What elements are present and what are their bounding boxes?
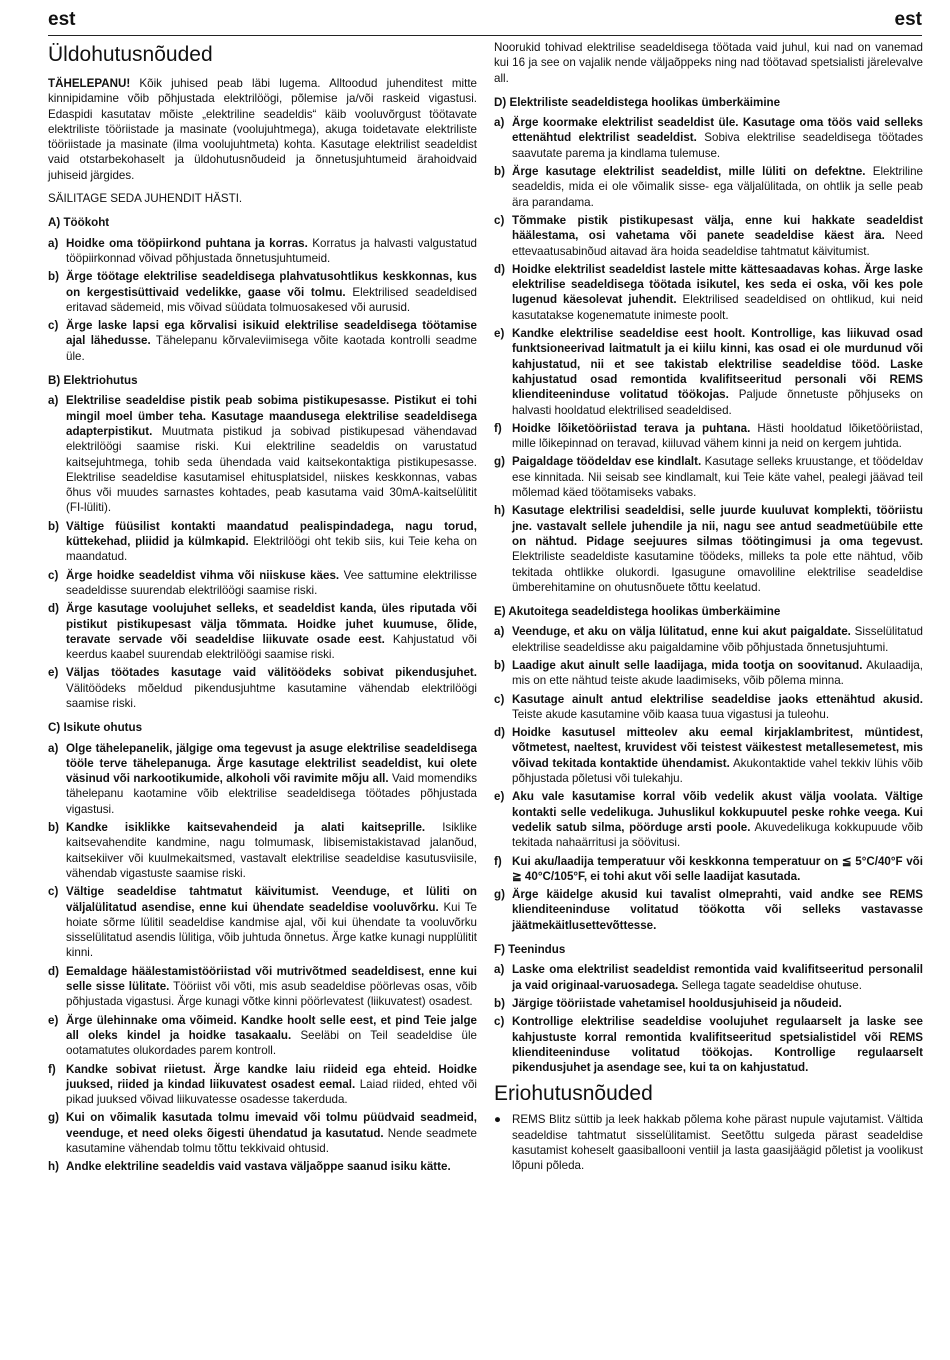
list-item bbox=[48, 393, 477, 515]
item-body bbox=[512, 692, 923, 723]
item-body bbox=[66, 1013, 477, 1059]
section-heading: C) Isikute ohutus bbox=[48, 721, 143, 735]
list-item bbox=[494, 454, 923, 500]
item-label: d) bbox=[48, 602, 59, 616]
item-label: g) bbox=[494, 888, 505, 902]
item-bold-text: Ärge hoidke seadeldist vihma või niiskuse käes. bbox=[66, 568, 340, 582]
item-label: e) bbox=[48, 1013, 59, 1027]
list-item bbox=[494, 421, 923, 452]
item-bold-text: Hoidke lõiketööriistad terava ja puhtana. bbox=[512, 421, 751, 435]
item-body bbox=[66, 884, 477, 960]
item-body bbox=[66, 1159, 477, 1174]
item-body bbox=[66, 1062, 477, 1108]
list-item bbox=[48, 519, 477, 565]
item-bold-text: Elektrilise seadeldise pistik peab sobima pistikupesasse. Pistikut ei tohi mingil moel ümber teha. Kasutage maandusega elektrilise seadeldisega adapterpistikut. bbox=[66, 394, 477, 438]
item-label: f) bbox=[494, 421, 502, 435]
section-heading: E) Akutoitega seadeldistega hoolikas ümberkäimine bbox=[494, 605, 781, 619]
item-bold-text: Hoidke elektrilist seadeldist lastele mitte kättesaadavas kohas. Ärge laske elektrilise seadeldisega töötada isikutel, kes seda ei oska, või kes pole lugenud käesolevat juhendit. bbox=[512, 262, 923, 307]
section-heading: D) Elektriliste seadeldistega hoolikas ümberkäimine bbox=[494, 95, 781, 109]
item-label: d) bbox=[494, 262, 505, 276]
item-bold-text: Ärge kasutage elektrilist seadeldist, mille lüliti on defektne. bbox=[512, 165, 866, 179]
section-heading: A) Töökoht bbox=[48, 216, 110, 230]
item-bold-text: Laadige akut ainult selle laadijaga, mida tootja on soovitanud. bbox=[512, 658, 863, 672]
item-bold-text: Kasutage ainult antud elektrilise seadeldise jaoks ettenähtud akusid. bbox=[512, 692, 923, 706]
item-body bbox=[66, 568, 477, 599]
item-bold-text: Hoidke kasutusel mitteolev aku eemal kirjaklambritest, müntidest, võtmetest, naeltest, kruvidest või teistest väikestest metallesemetest, mis võivad tekitada kontaktide ühendamist. bbox=[512, 726, 923, 770]
item-body bbox=[512, 658, 923, 689]
item-text: Kahjustatud või keerdus kaabel suurendab elektrilöögi saamise riski. bbox=[66, 632, 477, 662]
special-title: Eriohutusnõuded bbox=[494, 1082, 653, 1106]
page-title: Üldohutusnõuded bbox=[48, 43, 213, 66]
list-item bbox=[48, 741, 477, 817]
item-label: c) bbox=[48, 319, 59, 333]
item-label: g) bbox=[494, 455, 505, 469]
item-label: a) bbox=[494, 963, 505, 977]
language-code-left: est bbox=[48, 9, 76, 30]
item-bold-text: Kontrollige elektrilise seadeldise voolujuhet regulaarselt ja laske see kahjustuste korral remontida kvalifitseeritud spetsialistidel või REMS klienditeeninduse volitatud töökojas. Kontrollige regulaarselt pikendusjuhet ja asendage see, kui ta on kahjustatud. bbox=[512, 1015, 923, 1075]
item-bold-text: Ärge töötage elektrilise seadeldisega plahvatusohtlikus keskkonnas, kus on kergestisüttivaid vedelikke, gaase või tolmu. bbox=[66, 270, 477, 299]
item-text: Elektrilöögi oht tekib siis, kui Teie keha on maandatud. bbox=[66, 535, 477, 564]
item-text: Teiste akude kasutamine võib kaasa tuua vigastusi ja tuleohu. bbox=[512, 707, 830, 721]
item-label: a) bbox=[494, 116, 505, 130]
list-item bbox=[494, 887, 923, 933]
item-text: Nende seadmete kasutamine vähendab tolmu tõttu tekkivaid ohtusid. bbox=[66, 1126, 477, 1155]
item-bold-text: Olge tähelepanelik, jälgige oma tegevust ja asuge elektrilise seadeldisega tööle terve tähelepanuga. Ärge kasutage elektrilist seadeldist, kui olete väsinud või narkootikumide, alkoholi või ravimite mõju all. bbox=[66, 741, 477, 786]
list-item bbox=[48, 236, 477, 267]
item-bold-text: Aku vale kasutamise korral võib vedelik akust välja voolata. Vältige kontakti selle vedelikuga. Juhuslikul kokkupuutel peske rohke veega. Kui vedelik satub silma, pöörduge arsti poole. bbox=[512, 790, 923, 834]
item-label: b) bbox=[48, 821, 59, 835]
item-label: c) bbox=[48, 885, 59, 899]
list-item bbox=[48, 884, 477, 960]
item-bold-text: Ärge käidelge akusid kui tavalist olmeprahti, vaid andke see REMS klienditeeninduse volitatud töökotta või selleks vastavasse jäätmekäitlusettevõttesse. bbox=[512, 888, 923, 932]
item-label: c) bbox=[48, 568, 59, 582]
item-text: Elektriliste seadeldiste kasutamine töödeks, milleks ta pole ette nähtud, võib tekitada ohtlikke olukordi. Igasugune omavoliline elektrilise seadeldise ümberehitamine on ohutusnõuete tõttu keelatud. bbox=[512, 550, 923, 594]
item-text: Elektrilised seadeldised eritavad sädemeid, mis võivad süüdata tolmuosakesed või aurusid. bbox=[66, 285, 477, 314]
item-bold-text: Ärge laske lapsi ega kõrvalisi isikuid elektrilise seadeldisega töötamise ajal lähedusse. bbox=[66, 319, 477, 348]
item-text: Kasutage selleks kruustange, et töödeldav ese kinnitada. Nii seisab see kindlamalt, kui Teie käte vahel, pealegi jäävad teil mõlemad käed töötamiseks vabaks. bbox=[512, 455, 923, 500]
list-item bbox=[48, 820, 477, 881]
item-text: Need ettevaatusabinõud aitavad ära hoida seadeldise tahtmatut käivitumist. bbox=[512, 229, 923, 258]
item-body bbox=[66, 964, 477, 1010]
item-text: Laiad riided, ehted või pikad juuksed võivad liikuvatesse osadesse takerduda. bbox=[66, 1077, 477, 1107]
list-item bbox=[48, 318, 477, 364]
list-item bbox=[494, 503, 923, 595]
list-item bbox=[48, 601, 477, 662]
item-text: Tähelepanu kõrvaleviimisega võite kaotada kontrolli seadme üle. bbox=[66, 334, 477, 363]
item-label: e) bbox=[494, 790, 505, 804]
item-label: a) bbox=[48, 741, 59, 755]
list-item bbox=[48, 269, 477, 315]
item-body bbox=[66, 1110, 477, 1156]
item-label: f) bbox=[494, 854, 502, 868]
item-bold-text: Ärge ülehinnake oma võimeid. Kandke hoolt selle eest, et pind Teie jalge all oleks kindel ja hoidke tasakaalu. bbox=[66, 1013, 477, 1042]
section-heading: B) Elektriohutus bbox=[48, 374, 138, 388]
list-item bbox=[48, 568, 477, 599]
item-label: h) bbox=[494, 504, 505, 518]
item-label: c) bbox=[494, 213, 505, 227]
item-bold-text: Veenduge, et aku on välja lülitatud, enne kui akut paigaldate. bbox=[512, 625, 851, 639]
item-body bbox=[66, 269, 477, 315]
item-body bbox=[512, 326, 923, 418]
item-label: a) bbox=[48, 236, 59, 250]
item-body bbox=[512, 213, 923, 259]
list-item bbox=[494, 213, 923, 259]
list-item bbox=[48, 1062, 477, 1108]
list-item bbox=[494, 692, 923, 723]
item-bold-text: Ärge kasutage voolujuhet selleks, et seadeldist kanda, üles riputada või pistikut pistikupesast välja tõmmata. Hoidke juhet kuumuse, õlide, teravate servade või seadeldise liikuvate osade eest. bbox=[66, 602, 477, 646]
item-body bbox=[512, 164, 923, 210]
right-column bbox=[494, 40, 923, 1177]
item-text: Akulaadija, mis on ette nähtud teiste akude laadimiseks, võib põlema minna. bbox=[512, 658, 923, 688]
item-text: Sisselülitatud elektrilise seadeldisse aku paigaldamine võib põhjustada õnnetusjuhtumi. bbox=[512, 625, 923, 654]
item-bold-text: Hoidke oma tööpiirkond puhtana ja korras. bbox=[66, 236, 308, 250]
item-text: Isiklike kaitsevahendite kandmine, nagu tolmumask, libisemistakistavad jalanõud, kaitsekiiver või kuulmekaitsmed, vastavalt elektrilise seadeldise kasutusviisile, vähendab vigastuste saamise riski. bbox=[66, 821, 477, 880]
special-text: REMS Blitz süttib ja leek hakkab põlema kohe pärast nupule vajutamist. Vältida seadeldise tahtmatut sisselülitamist. Seetõttu sulgeda pärast seadeldise kasutamist koheselt gaasiballooni ventiil ja lasta gaasijäägid põletist ja voolikust lõpuni põleda. bbox=[512, 1113, 923, 1173]
item-text: Akukontaktide vahel tekkiv lühis võib põhjustada põletusi või tulekahju. bbox=[512, 756, 923, 786]
item-label: e) bbox=[494, 327, 505, 341]
item-body bbox=[512, 887, 923, 933]
item-label: b) bbox=[48, 519, 59, 533]
list-item bbox=[494, 164, 923, 210]
item-text: Muutmata pistikud ja sobivad pistikupesad vähendavad elektrilöögi saamise riski. Kui elektriline seadeldis on varustatud kaitsejuhtmega, tohib seda ühendada vaid kaitsekontaktiga pistikupesasse. Elektrilise seadeldise kasutamisel ehitusplatsidel, niiskes keskkonnas, vabas õhus või muudes sarnastes kohtades, peab kasutama vaid 30mA-kaitselülitit (FI-lüliti). bbox=[66, 424, 477, 515]
list-item bbox=[48, 1110, 477, 1156]
item-bold-text: Laske oma elektrilist seadeldist remontida vaid kvalifitseeritud personalil ja vaid originaal-varuosadega. bbox=[512, 963, 923, 992]
item-body bbox=[512, 725, 923, 786]
item-bold-text: Kandke sobivat riietust. Ärge kandke laiu riideid ega ehteid. Hoidke juuksed, riided ja kindad liikuvatest osadest eemal. bbox=[66, 1062, 477, 1091]
list-item bbox=[494, 624, 923, 655]
item-label: b) bbox=[494, 165, 505, 179]
bullet-icon: ● bbox=[494, 1113, 502, 1127]
intro-text: Kõik juhised peab läbi lugema. Alltoodud juhenditest mitte kinnipidamine võib põhjustada elektrilöögi, põlemise ja/või raskeid vigastusi. Edaspidi kasutatav mõiste „elektriline seadeldis“ käib vooluvõrgust töötavate elektriliste tööriistade ja masinate (voolujuhtmega), akuga toidetavate elektriliste tööriistade ja masinate (ilma voolujuhtmeta) kohta. Kasutage elektrilist seadeldist vaid otstarbekohaselt ja üldohutusnõudeid ja õnnetusjuhtumeid ärahoidvaid juhiseid järgides. bbox=[48, 77, 477, 182]
item-bold-text: Kandke isiklikke kaitsevahendeid ja alati kaitseprille. bbox=[66, 821, 426, 835]
left-column bbox=[48, 40, 477, 1178]
list-item bbox=[494, 789, 923, 850]
item-body bbox=[512, 503, 923, 595]
keep-instructions: SÄILITAGE SEDA JUHENDIT HÄSTI. bbox=[48, 192, 243, 206]
item-text: Sobiva elektrilise seadeldisega töötades saavutate parema ja kindlama tulemuse. bbox=[512, 131, 923, 160]
item-label: b) bbox=[48, 270, 59, 284]
item-body bbox=[512, 854, 923, 885]
list-item bbox=[494, 725, 923, 786]
item-body bbox=[512, 262, 923, 323]
item-label: d) bbox=[494, 726, 505, 740]
item-bold-text: Tõmmake pistik pistikupesast välja, enne kui hakkate seadeldist häälestama, osi vahetama või panete seadeldise käest ära. bbox=[512, 213, 923, 243]
item-text: Kui Te hoiate sõrme lülitil seadeldise kandmise ajal, või kui ühendate ta vooluvõrku sisselülitatud asendis lülitiga, võib juhtuda õnnetus. Ärge katke kunagi nupplülitit kinni. bbox=[66, 900, 477, 960]
item-body bbox=[66, 820, 477, 881]
item-bold-text: Vältige seadeldise tahtmatut käivitumist. Veenduge, et lüliti on väljalülitatud asendise, enne kui ühendate seadeldise vooluvõrku. bbox=[66, 885, 477, 914]
item-label: c) bbox=[494, 692, 505, 706]
item-bold-text: Paigaldage töödeldav ese kindlalt. bbox=[512, 455, 702, 469]
item-text: Korratus ja halvasti valgustatud tööpiirkonnad võivad põhjustada õnnetusjuhtumeid. bbox=[66, 236, 477, 265]
item-label: a) bbox=[494, 625, 505, 639]
item-text: Paljude õnnetuste põhjuseks on halvasti hooldatud elektrilised seadeldised. bbox=[512, 388, 923, 417]
list-item bbox=[494, 996, 923, 1011]
list-item bbox=[494, 962, 923, 993]
item-body bbox=[66, 318, 477, 364]
item-bold-text: Kui on võimalik kasutada tolmu imevaid või tolmu püüdvaid seadmeid, veenduge, et need oleks õigesti ühendatud ja kasutatud. bbox=[66, 1111, 477, 1140]
intro-paragraph bbox=[48, 76, 477, 183]
item-bold-text: Ärge koormake elektrilist seadeldist üle. Kasutage oma töös vaid selleks ettenähtud elektrilist seadeldist. bbox=[512, 116, 923, 145]
item-body bbox=[512, 789, 923, 850]
item-text: Elektrilised seadeldised on ohtlikud, kui neid kasutatakse kogenematute inimeste poolt. bbox=[512, 293, 923, 322]
item-text: Vee sattumine elektrilisse seadeldisse suurendab elektrilöögi saamise riski. bbox=[66, 568, 477, 597]
list-item bbox=[494, 115, 923, 161]
item-bold-text: Eemaldage häälestamistööriistad või mutrivõtmed seadeldisest, enne kui selle sisse lülitate. bbox=[66, 964, 477, 994]
item-label: b) bbox=[494, 996, 505, 1010]
list-item bbox=[48, 665, 477, 711]
item-text: Tööriist või võti, mis asub seadeldise pöörlevas osas, võib põhjustada vigastusi. Ärge kunagi võtke kinni pöörlevatest (liikuvatest) osadest. bbox=[66, 980, 477, 1009]
list-item bbox=[48, 1013, 477, 1059]
item-body bbox=[66, 236, 477, 267]
item-body bbox=[512, 1014, 923, 1075]
item-body bbox=[66, 393, 477, 515]
item-body bbox=[512, 454, 923, 500]
header-rule bbox=[48, 35, 922, 36]
item-label: e) bbox=[48, 666, 59, 680]
list-item bbox=[48, 1159, 477, 1174]
item-label: b) bbox=[494, 658, 505, 672]
item-body bbox=[66, 665, 477, 711]
item-bold-text: Kasutage elektrilisi seadeldisi, selle juurde kuuluvat komplekti, tööriistu jne. vastavalt sellele juhendile ja nii, nagu see antud seadmetüübile ette on nähtud. Pidage seejuures silmas töötingimusi ja oma tegevust. bbox=[512, 504, 923, 548]
item-body bbox=[512, 115, 923, 161]
special-item bbox=[494, 1112, 923, 1173]
list-item bbox=[494, 658, 923, 689]
continued-paragraph: Noorukid tohivad elektrilise seadeldisega töötada vaid juhul, kui nad on vanemad kui 16 ja see on vajalik nende väljaõppeks ning nad töötavad spetsialisti järelevalve all. bbox=[494, 41, 923, 85]
item-label: f) bbox=[48, 1062, 56, 1076]
item-label: d) bbox=[48, 964, 59, 978]
item-body bbox=[512, 624, 923, 655]
item-body bbox=[66, 741, 477, 817]
item-text: Elektriline seadeldis, mida ei ole võimalik sisse- ega väljalülitada, on ohtlik ja selle peab ära parandama. bbox=[512, 165, 923, 209]
item-label: g) bbox=[48, 1111, 59, 1125]
item-bold-text: Järgige tööriistade vahetamisel hooldusjuhiseid ja nõudeid. bbox=[512, 996, 842, 1010]
left-sections bbox=[48, 215, 477, 1174]
list-item bbox=[494, 854, 923, 885]
item-text: Sellega tagate seadeldise ohutuse. bbox=[678, 978, 862, 992]
item-label: h) bbox=[48, 1160, 59, 1174]
item-bold-text: Andke elektriline seadeldis vaid vastava väljaõppe saanud isiku kätte. bbox=[66, 1160, 451, 1174]
item-body bbox=[512, 962, 923, 993]
list-item bbox=[494, 1014, 923, 1075]
item-text: Vaid momendiks tähelepanu kaotamine võib elektrilise seadeldisega töötades põhjustada vigastusi. bbox=[66, 772, 478, 816]
item-label: c) bbox=[494, 1015, 505, 1029]
section-heading: F) Teenindus bbox=[494, 943, 566, 957]
item-text: Seeläbi on Teil seadeldise üle ootamatutes olukordades parem kontroll. bbox=[66, 1028, 477, 1058]
language-code-right: est bbox=[894, 9, 922, 30]
list-item bbox=[494, 262, 923, 323]
item-bold-text: Kandke elektrilise seadeldise eest hoolt. Kontrollige, kas liikuvad osad funktsioneerivad laitmatult ja ei kiilu kinni, kas osad ei ole murdunud või kahjustatud, nii et see takistab elektrilise seadeldise tööd. Laske kahjustatud osad remontida kvalifitseeritud personali või REMS klienditeeninduse volitatud töökojas. bbox=[512, 327, 923, 402]
item-label: a) bbox=[48, 394, 59, 408]
item-body bbox=[512, 421, 923, 452]
item-bold-text: Väljas töötades kasutage vaid välitöödeks sobivat pikendusjuhet. bbox=[66, 666, 477, 680]
item-body bbox=[66, 519, 477, 565]
item-body bbox=[512, 996, 923, 1011]
list-item bbox=[48, 964, 477, 1010]
item-text: Välitöödeks mõeldud pikendusjuhtme kasutamine vähendab elektrilöögi saamise riski. bbox=[66, 681, 477, 710]
item-bold-text: Vältige füüsilist kontakti maandatud pealispindadega, nagu torud, küttekehad, pliidid ja külmkapid. bbox=[66, 519, 477, 549]
list-item bbox=[494, 326, 923, 418]
right-sections bbox=[494, 95, 923, 1076]
item-bold-text: Kui aku/laadija temperatuur või keskkonna temperatuur on ≦ 5°C/40°F või ≧ 40°C/105°F, ei tohi akut või selle laadijat kasutada. bbox=[512, 854, 923, 883]
item-body bbox=[66, 601, 477, 662]
intro-warning: TÄHELEPANU! bbox=[48, 77, 131, 90]
item-text: Akuvedelikuga kokkupuude võib tekitada nahaärritusi ja söövitusi. bbox=[512, 820, 923, 850]
item-text: Hästi hooldatud lõiketööriistad, mille lõikepinnad on teravad, kiiluvad vähem kinni ja neid on kergem juhtida. bbox=[512, 421, 923, 451]
